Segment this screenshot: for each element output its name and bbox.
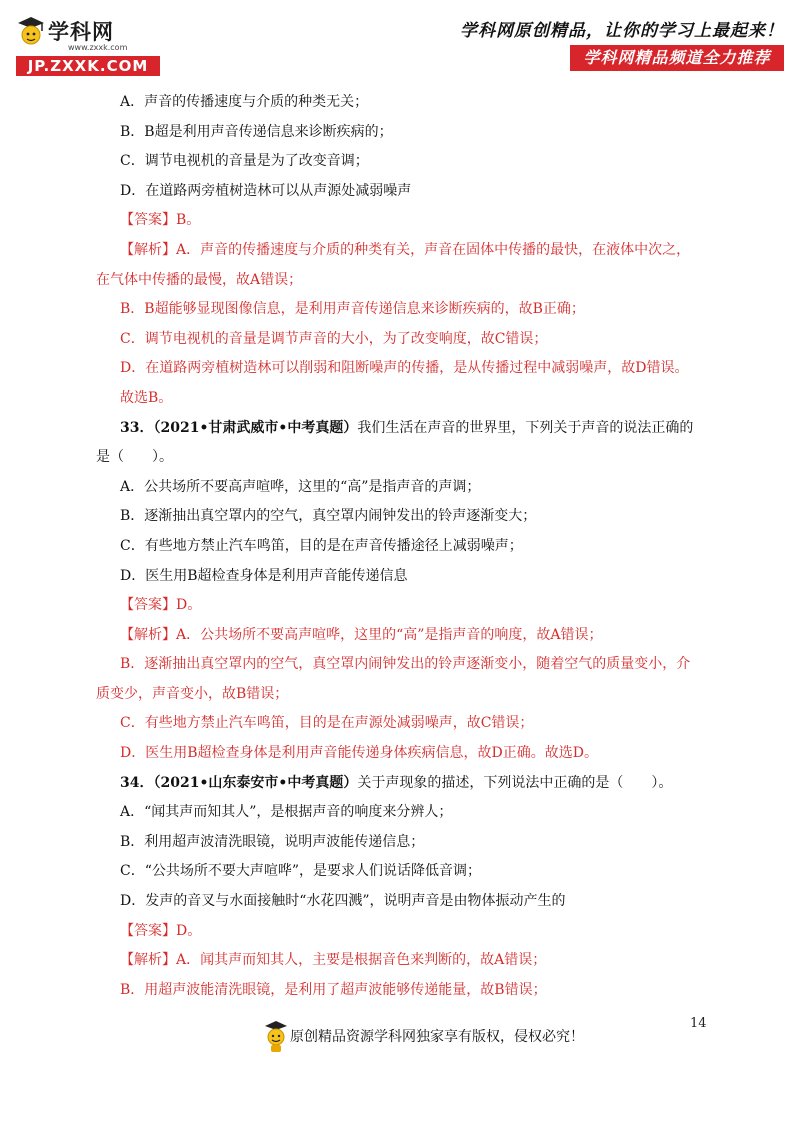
analysis-line: B．用超声波能清洗眼镜，是利用了超声波能够传递能量，故B错误； [120,981,547,998]
analysis-line: C．有些地方禁止汽车鸣笛，目的是在声源处减弱噪声，故C错误； [120,715,534,732]
conclusion-line: 故选B。 [120,389,173,406]
option-a: A．声音的传播速度与介质的种类无关； [120,94,369,110]
option-b: B．B超是利用声音传递信息来诊断疾病的； [120,123,393,140]
question-34-stem [96,769,716,799]
answer-line: 【答案】B。 [120,212,201,229]
analysis-line: 质变少，声音变小，故B错误； [96,685,289,702]
analysis-line: 在气体中传播的最慢，故A错误； [96,271,303,288]
option-c: C．有些地方禁止汽车鸣笛，目的是在声音传播途径上减弱噪声； [120,537,523,554]
logo-name: 学科网 [48,20,114,44]
option-a: A．“闻其声而知其人”，是根据声音的响度来分辨人； [120,804,453,821]
question-33-stem [96,414,716,444]
question-stem-cont: 是（ ）。 [96,449,173,466]
page-content [96,88,716,1005]
question-number: 33． [120,419,154,436]
answer-line: 【答案】D。 [120,597,202,614]
logo-url: www.zxxk.com [68,43,128,52]
analysis-line: C．调节电视机的音量是调节声音的大小，为了改变响度，故C错误； [120,330,548,347]
option-d: D．发声的音叉与水面接触时“水花四溅”，说明声音是由物体振动产生的 [120,893,566,910]
question-text: 我们生活在声音的世界里，下列关于声音的说法正确的 [357,419,694,436]
option-b: B．利用超声波清洗眼镜，说明声波能传递信息； [120,833,425,850]
copyright-notice: 原创精品资源学科网独家享有版权，侵权必究！ [290,1029,584,1045]
option-d: D．医生用B超检查身体是利用声音能传递信息 [120,567,408,584]
option-b: B．逐渐抽出真空罩内的空气，真空罩内闹钟发出的铃声逐渐变大； [120,508,537,525]
channel-banner: 学科网精品频道全力推荐 [570,45,784,71]
option-c: C．调节电视机的音量是为了改变音调； [120,153,369,170]
analysis-line: 【解析】A．声音的传播速度与介质的种类有关，声音在固体中传播的最快，在液体中次之， [120,241,691,258]
header-slogan: 学科网原创精品，让你的学习上最起来！ [460,21,784,41]
mascot-icon [14,14,48,48]
option-c: C．“公共场所不要大声喧哗”，是要求人们说话降低音调； [120,863,482,880]
analysis-line: 【解析】A．公共场所不要高声喧哗，这里的“高”是指声音的响度，故A错误； [120,626,603,643]
mascot-icon [262,1018,290,1054]
zxxk-logo[interactable] [14,14,164,74]
page-number: 14 [690,1016,707,1031]
answer-line: 【答案】D。 [120,922,202,939]
analysis-line: B．逐渐抽出真空罩内的空气，真空罩内闹钟发出的铃声逐渐变小，随着空气的质量变小，介 [120,656,691,673]
logo-domain: JP.ZXXK.COM [16,56,160,76]
question-text: 关于声现象的描述，下列说法中正确的是（ ）。 [357,774,673,791]
analysis-line: B．B超能够显现图像信息，是利用声音传递信息来诊断疾病的，故B正确； [120,301,585,318]
option-d: D．在道路两旁植树造林可以从声源处减弱噪声 [120,182,412,199]
question-source: （2021•甘肃武威市•中考真题） [153,419,358,436]
question-source: （2021•山东泰安市•中考真题） [153,774,358,791]
page-header [0,0,800,80]
option-a: A．公共场所不要高声喧哗，这里的“高”是指声音的声调； [120,478,481,495]
analysis-line: 【解析】A．闻其声而知其人，主要是根据音色来判断的，故A错误； [120,952,547,969]
page-footer [262,1018,622,1058]
analysis-line: D．在道路两旁植树造林可以削弱和阻断噪声的传播，是从传播过程中减弱噪声，故D错误。 [120,360,689,377]
question-number: 34． [120,774,154,791]
analysis-line: D．医生用B超检查身体是利用声音能传递身体疾病信息，故D正确。故选D。 [120,745,598,762]
